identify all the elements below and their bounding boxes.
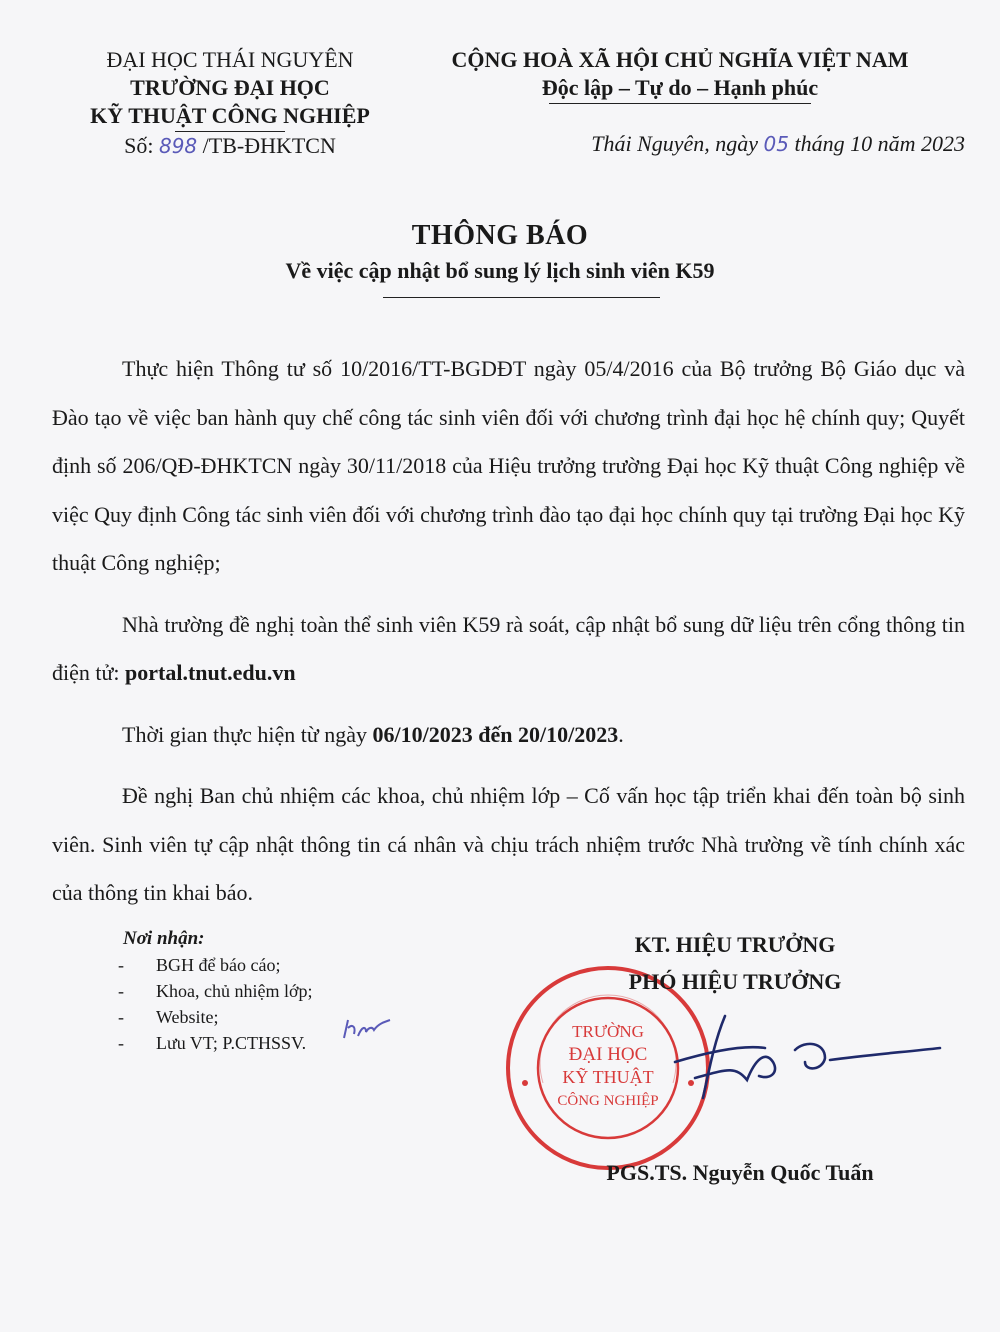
number-prefix: Số: bbox=[124, 133, 154, 158]
bullet-dash: - bbox=[118, 1007, 124, 1027]
recipient-text: BGH để báo cáo; bbox=[156, 955, 281, 975]
seal-center-line3: KỸ THUẬT bbox=[562, 1067, 654, 1087]
signature-title-line2: PHÓ HIỆU TRƯỞNG bbox=[628, 969, 842, 994]
document-number bbox=[60, 132, 400, 160]
bullet-dash: - bbox=[118, 955, 124, 975]
signature-title-line1: KT. HIỆU TRƯỞNG bbox=[634, 932, 836, 957]
bullet-dash: - bbox=[118, 1033, 124, 1053]
national-motto: Độc lập – Tự do – Hạnh phúc bbox=[541, 75, 819, 100]
deadline-range: 06/10/2023 đến 20/10/2023 bbox=[372, 721, 619, 747]
issuer-header bbox=[60, 46, 400, 160]
seal-center-line1: TRƯỜNG bbox=[572, 1022, 644, 1041]
date-day-handwritten: 05 bbox=[763, 132, 789, 156]
recipient-text: Website; bbox=[156, 1007, 219, 1027]
recipient-item bbox=[118, 978, 418, 1004]
paragraph-3-end: . bbox=[618, 721, 624, 747]
country-name: CỘNG HOÀ XÃ HỘI CHỦ NGHĨA VIỆT NAM bbox=[451, 47, 909, 72]
notice-body bbox=[52, 345, 965, 931]
initials-scribble bbox=[340, 1014, 400, 1044]
national-header bbox=[410, 46, 950, 104]
school-name-line2: KỸ THUẬT CÔNG NGHIỆP bbox=[90, 103, 370, 128]
recipient-text: Lưu VT; P.CTHSSV. bbox=[156, 1033, 307, 1053]
date-prefix: Thái Nguyên, ngày bbox=[591, 131, 759, 156]
date-suffix: tháng 10 năm 2023 bbox=[794, 131, 965, 156]
recipients-heading: Nơi nhận: bbox=[123, 928, 205, 949]
date-line bbox=[505, 131, 965, 157]
paragraph-3 bbox=[52, 711, 965, 760]
bullet-dash: - bbox=[118, 981, 124, 1001]
paragraph-2-text: Nhà trường đề nghị toàn thể sinh viên K59 rà soát, cập nhật bổ sung dữ liệu trên cổng thông tin điện tử: bbox=[52, 611, 965, 685]
signer-name: PGS.TS. Nguyễn Quốc Tuấn bbox=[606, 1160, 874, 1185]
recipient-item bbox=[118, 952, 418, 978]
paragraph-4: Đề nghị Ban chủ nhiệm các khoa, chủ nhiệm lớp – Cố vấn học tập triển khai đến toàn bộ sinh viên. Sinh viên tự cập nhật thông tin cá nhân và chịu trách nhiệm trước Nhà trường về tính chính xác của thông tin khai báo. bbox=[52, 783, 965, 905]
handwritten-signature bbox=[655, 1010, 945, 1100]
paragraph-2 bbox=[52, 601, 965, 698]
recipient-text: Khoa, chủ nhiệm lớp; bbox=[156, 981, 313, 1001]
notice-title: THÔNG BÁO bbox=[411, 220, 589, 251]
title-divider bbox=[383, 297, 660, 298]
number-handwritten: 898 bbox=[158, 134, 198, 158]
paragraph-1: Thực hiện Thông tư số 10/2016/TT-BGDĐT ngày 05/4/2016 của Bộ trưởng Bộ Giáo dục và Đào tạo về việc ban hành quy chế công tác sinh viên đối với chương trình đại học hệ chính quy; Quyết định số 206/QĐ-ĐHKTCN ngày 30/11/2018 của Hiệu trưởng trường Đại học Kỹ thuật Công nghiệp về việc Quy định Công tác sinh viên đối với chương trình đào tạo đại học chính quy tại trường Đại học Kỹ thuật Công nghiệp; bbox=[52, 356, 965, 575]
motto-divider bbox=[549, 103, 811, 104]
university-name: ĐẠI HỌC THÁI NGUYÊN bbox=[106, 47, 354, 72]
seal-center-line2: ĐẠI HỌC bbox=[568, 1044, 648, 1065]
seal-center-line4: CÔNG NGHIỆP bbox=[557, 1093, 659, 1109]
school-name-line1: TRƯỜNG ĐẠI HỌC bbox=[130, 75, 330, 100]
portal-link: portal.tnut.edu.vn bbox=[125, 660, 296, 685]
notice-subtitle: Về việc cập nhật bổ sung lý lịch sinh viên K59 bbox=[285, 258, 715, 283]
paragraph-3-text: Thời gian thực hiện từ ngày bbox=[122, 721, 373, 747]
number-suffix: /TB-ĐHKTCN bbox=[202, 133, 336, 158]
